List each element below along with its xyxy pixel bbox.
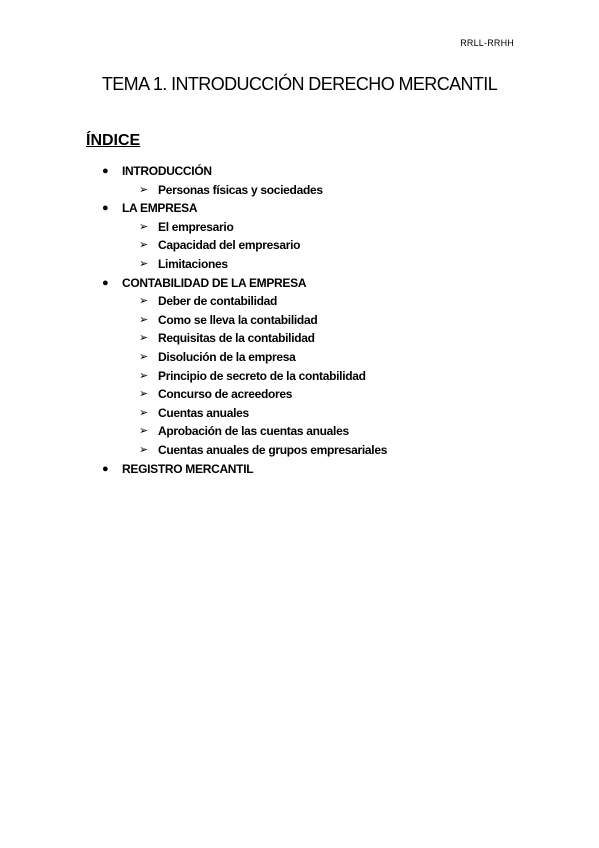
toc-sub-item bbox=[0, 218, 599, 237]
toc-sub-item bbox=[0, 329, 599, 348]
toc-sub-list bbox=[0, 292, 599, 459]
arrowhead-icon: ➢ bbox=[139, 183, 148, 196]
toc-sub-item bbox=[0, 236, 599, 255]
toc-sub-item bbox=[0, 367, 599, 386]
toc-sub-item-label: Concurso de acreedores bbox=[158, 387, 293, 402]
toc-sub-item bbox=[0, 311, 599, 330]
table-of-contents bbox=[0, 162, 599, 478]
arrowhead-icon: ➢ bbox=[139, 443, 148, 456]
toc-sub-item bbox=[0, 441, 599, 460]
arrowhead-icon: ➢ bbox=[139, 369, 148, 382]
arrowhead-icon: ➢ bbox=[139, 257, 148, 270]
toc-sub-item bbox=[0, 348, 599, 367]
document-title: TEMA 1. INTRODUCCIÓN DERECHO MERCANTIL bbox=[101, 74, 498, 94]
toc-sub-item bbox=[0, 255, 599, 274]
toc-sub-item-label: Aprobación de las cuentas anuales bbox=[158, 424, 349, 439]
toc-sub-item-label: Como se lleva la contabilidad bbox=[158, 312, 318, 327]
bullet-dot-icon: ● bbox=[102, 462, 109, 475]
arrowhead-icon: ➢ bbox=[139, 239, 148, 252]
toc-sub-list bbox=[0, 218, 599, 274]
arrowhead-icon: ➢ bbox=[139, 350, 148, 363]
bullet-dot-icon: ● bbox=[102, 276, 109, 289]
toc-sub-item bbox=[0, 404, 599, 423]
toc-section bbox=[0, 274, 599, 460]
arrowhead-icon: ➢ bbox=[139, 425, 148, 438]
arrowhead-icon: ➢ bbox=[139, 406, 148, 419]
toc-section-row bbox=[0, 162, 599, 181]
toc-sub-item bbox=[0, 385, 599, 404]
arrowhead-icon: ➢ bbox=[139, 220, 148, 233]
toc-section-row bbox=[0, 199, 599, 218]
toc-sub-item-label: Deber de contabilidad bbox=[158, 294, 278, 309]
toc-sub-item-label: Capacidad del empresario bbox=[158, 238, 301, 253]
toc-section-label: CONTABILIDAD DE LA EMPRESA bbox=[122, 275, 307, 290]
toc-sub-item bbox=[0, 422, 599, 441]
toc-section bbox=[0, 162, 599, 199]
toc-sub-item-label: El empresario bbox=[158, 219, 234, 234]
arrowhead-icon: ➢ bbox=[139, 313, 148, 326]
header-label: RRLL-RRHH bbox=[460, 38, 514, 48]
toc-sub-item-label: Cuentas anuales bbox=[158, 405, 249, 420]
arrowhead-icon: ➢ bbox=[139, 295, 148, 308]
bullet-dot-icon: ● bbox=[102, 202, 109, 215]
toc-section-label: REGISTRO MERCANTIL bbox=[122, 461, 254, 476]
toc-sub-item-label: Personas físicas y sociedades bbox=[158, 182, 323, 197]
toc-section bbox=[0, 199, 599, 273]
toc-sub-item bbox=[0, 181, 599, 200]
toc-section bbox=[0, 460, 599, 479]
toc-section-label: LA EMPRESA bbox=[122, 201, 198, 216]
arrowhead-icon: ➢ bbox=[139, 388, 148, 401]
toc-section-label: INTRODUCCIÓN bbox=[122, 164, 212, 178]
toc-section-row bbox=[0, 274, 599, 293]
toc-sub-item-label: Limitaciones bbox=[158, 256, 228, 271]
toc-sub-item-label: Cuentas anuales de grupos empresariales bbox=[158, 442, 388, 457]
toc-sub-item-label: Principio de secreto de la contabilidad bbox=[158, 368, 366, 383]
toc-sub-item-label: Disolución de la empresa bbox=[158, 349, 296, 364]
toc-sub-item bbox=[0, 292, 599, 311]
bullet-dot-icon: ● bbox=[102, 165, 109, 177]
toc-section-row bbox=[0, 460, 599, 479]
toc-sub-item-label: Requisitas de la contabilidad bbox=[158, 331, 315, 346]
arrowhead-icon: ➢ bbox=[139, 332, 148, 345]
index-heading: ÍNDICE bbox=[86, 132, 141, 149]
toc-sub-list bbox=[0, 181, 599, 200]
